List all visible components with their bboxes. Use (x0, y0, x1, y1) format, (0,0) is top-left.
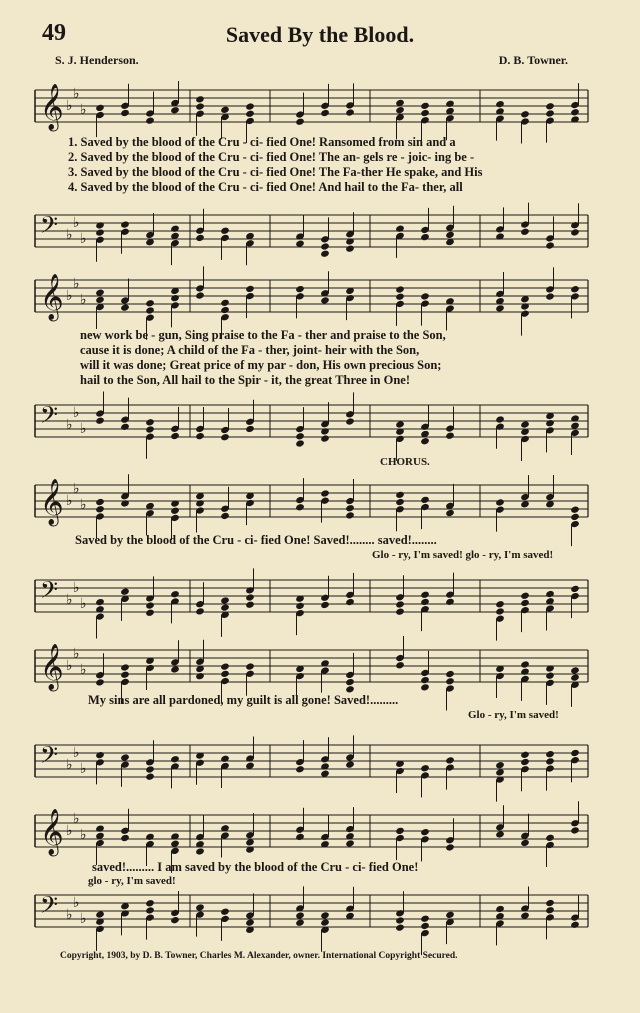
note-head (345, 108, 355, 116)
note-head (420, 109, 430, 117)
note-head (495, 761, 505, 769)
note-head (95, 296, 105, 304)
note-head (420, 598, 430, 606)
note-head (570, 921, 580, 929)
bass-clef-icon: 𝄢 (40, 741, 59, 774)
lyric-line: 1. Saved by the blood of the Cru - ci- fied One! Ransomed from sin and a (68, 135, 456, 149)
note-head (520, 110, 530, 118)
bass-staff (0, 735, 640, 795)
bass-clef-icon: 𝄢 (40, 891, 59, 924)
note-head (295, 118, 305, 126)
note-head (520, 758, 530, 766)
note-head (320, 601, 330, 609)
copyright-notice: Copyright, 1903, by D. B. Towner, Charles M. Alexander, owner. International Copyright Secured. (60, 951, 458, 961)
note-head (570, 585, 580, 593)
note-head (95, 228, 105, 236)
note-head (345, 678, 355, 686)
note-head (220, 908, 230, 916)
note-head (445, 509, 455, 517)
note-head (320, 242, 330, 250)
flat-icon: ♭ (66, 658, 73, 674)
treble-clef-icon: 𝄞 (40, 274, 64, 320)
note-head (395, 420, 405, 428)
note-head (520, 592, 530, 600)
note-head (420, 292, 430, 300)
bass-clef-icon: 𝄢 (40, 401, 59, 434)
note-head (95, 498, 105, 506)
note-head (320, 911, 330, 919)
page-number: 49 (42, 20, 66, 46)
note-head (95, 824, 105, 832)
note-head (220, 306, 230, 314)
note-head (545, 757, 555, 765)
hymn-title: Saved By the Blood. (225, 22, 415, 47)
note-head (495, 498, 505, 506)
flat-icon: ♭ (73, 895, 80, 911)
note-head (495, 905, 505, 913)
note-head (195, 847, 205, 855)
note-head (570, 505, 580, 513)
note-head (420, 496, 430, 504)
note-head (295, 911, 305, 919)
note-head (220, 670, 230, 678)
note-head (145, 899, 155, 907)
note-head (395, 827, 405, 835)
note-head (570, 673, 580, 681)
note-head (420, 676, 430, 684)
note-head (195, 102, 205, 110)
note-head (95, 678, 105, 686)
note-head (395, 491, 405, 499)
note-head (445, 670, 455, 678)
treble-staff (0, 270, 640, 330)
note-head (445, 843, 455, 851)
note-head (220, 512, 230, 520)
note-head (345, 598, 355, 606)
note-head (420, 922, 430, 930)
flat-icon: ♭ (66, 493, 73, 509)
note-head (445, 911, 455, 919)
note-head (545, 419, 555, 427)
note-head (495, 100, 505, 108)
note-head (570, 285, 580, 293)
note-head (320, 489, 330, 497)
flat-icon: ♭ (80, 911, 87, 927)
flat-icon: ♭ (66, 98, 73, 114)
note-head (245, 285, 255, 293)
note-head (295, 919, 305, 927)
note-head (395, 106, 405, 114)
flat-icon: ♭ (80, 421, 87, 437)
note-head (395, 285, 405, 293)
note-head (545, 906, 555, 914)
flat-icon: ♭ (80, 497, 87, 513)
flat-icon: ♭ (80, 231, 87, 247)
treble-staff (0, 805, 640, 865)
author: S. J. Henderson. (55, 53, 139, 67)
note-head (495, 600, 505, 608)
note-head (195, 499, 205, 507)
treble-clef-icon: 𝄞 (40, 84, 64, 130)
bass-clef-icon: 𝄢 (40, 576, 59, 609)
note-head (120, 220, 130, 228)
note-head (545, 102, 555, 110)
note-head (545, 834, 555, 842)
note-head (220, 106, 230, 114)
note-head (520, 839, 530, 847)
note-head (320, 250, 330, 258)
note-head (245, 425, 255, 433)
note-head (95, 751, 105, 759)
bass-staff (0, 885, 640, 945)
note-head (95, 598, 105, 606)
lyric-line: glo - ry, I'm saved! (88, 875, 176, 887)
note-head (220, 433, 230, 441)
note-head (145, 773, 155, 781)
note-head (345, 504, 355, 512)
note-head (145, 116, 155, 124)
note-head (345, 839, 355, 847)
treble-clef-icon: 𝄞 (40, 809, 64, 855)
treble-clef-icon: 𝄞 (40, 479, 64, 525)
bass-clef-icon: 𝄢 (40, 211, 59, 244)
note-head (170, 916, 180, 924)
flat-icon: ♭ (73, 646, 80, 662)
note-head (520, 599, 530, 607)
note-head (195, 291, 205, 299)
note-head (120, 588, 130, 596)
note-head (395, 225, 405, 233)
note-head (145, 418, 155, 426)
note-head (345, 244, 355, 252)
treble-staff (0, 80, 640, 140)
flat-icon: ♭ (73, 86, 80, 102)
bass-staff (0, 570, 640, 630)
flat-icon: ♭ (80, 292, 87, 308)
note-head (295, 765, 305, 773)
flat-icon: ♭ (66, 288, 73, 304)
note-head (145, 609, 155, 617)
note-head (445, 432, 455, 440)
note-head (220, 603, 230, 611)
flat-icon: ♭ (73, 215, 80, 231)
note-head (295, 602, 305, 610)
lyric-line: 3. Saved by the blood of the Cru - ci- fied One! The Fa-ther He spake, and His (68, 165, 483, 179)
flat-icon: ♭ (73, 276, 80, 292)
note-head (295, 432, 305, 440)
note-head (120, 303, 130, 311)
note-head (420, 764, 430, 772)
note-head (170, 755, 180, 763)
note-head (395, 607, 405, 615)
note-head (195, 607, 205, 615)
note-head (345, 417, 355, 425)
note-head (245, 662, 255, 670)
flat-icon: ♭ (73, 405, 80, 421)
note-head (295, 503, 305, 511)
note-head (420, 591, 430, 599)
note-head (570, 228, 580, 236)
flat-icon: ♭ (66, 227, 73, 243)
note-head (120, 663, 130, 671)
note-head (320, 918, 330, 926)
flat-icon: ♭ (80, 596, 87, 612)
note-head (195, 234, 205, 242)
note-head (495, 415, 505, 423)
note-head (245, 601, 255, 609)
note-head (170, 225, 180, 233)
note-head (520, 420, 530, 428)
composer: D. B. Towner. (498, 53, 568, 67)
note-head (295, 833, 305, 841)
note-head (170, 294, 180, 302)
note-head (120, 753, 130, 761)
note-head (445, 598, 455, 606)
note-head (95, 417, 105, 425)
note-head (220, 299, 230, 307)
note-head (220, 755, 230, 763)
note-head (395, 923, 405, 931)
note-head (395, 661, 405, 669)
flat-icon: ♭ (66, 592, 73, 608)
note-head (395, 916, 405, 924)
note-head (420, 915, 430, 923)
note-head (545, 241, 555, 249)
note-head (170, 665, 180, 673)
note-head (170, 590, 180, 598)
flat-icon: ♭ (73, 580, 80, 596)
note-head (145, 601, 155, 609)
note-head (545, 590, 555, 598)
note-head (145, 425, 155, 433)
flat-icon: ♭ (73, 481, 80, 497)
note-head (495, 304, 505, 312)
note-head (145, 299, 155, 307)
note-head (95, 910, 105, 918)
note-head (220, 596, 230, 604)
note-head (520, 751, 530, 759)
note-head (145, 906, 155, 914)
note-head (245, 593, 255, 601)
note-head (220, 662, 230, 670)
note-head (445, 100, 455, 108)
treble-staff (0, 640, 640, 700)
lyric-line: new work be - gun, Sing praise to the Fa - ther and praise to the Son, (80, 328, 446, 342)
flat-icon: ♭ (66, 823, 73, 839)
lyric-line: My sins are all pardoned, my guilt is all gone! Saved!......... (88, 693, 399, 707)
note-head (95, 221, 105, 229)
lyric-line: hail to the Son, All hail to the Spir - it, the great Three in One! (80, 373, 410, 387)
note-head (195, 95, 205, 103)
note-head (570, 666, 580, 674)
flat-icon: ♭ (66, 417, 73, 433)
note-head (420, 233, 430, 241)
bass-staff (0, 205, 640, 265)
note-head (570, 749, 580, 757)
note-head (320, 427, 330, 435)
note-head (570, 826, 580, 834)
lyric-line: 4. Saved by the blood of the Cru - ci- fied One! And hail to the Fa- ther, all (68, 180, 463, 194)
note-head (170, 432, 180, 440)
lyric-line: cause it is done; A child of the Fa - ther, joint- heir with the Son, (80, 343, 420, 357)
lyric-line: 2. Saved by the blood of the Cru - ci- fied One! The an- gels re - joic- ing be - (68, 150, 475, 164)
flat-icon: ♭ (80, 761, 87, 777)
lyric-line: saved!......... I am saved by the blood of the Cru - ci- fied One! (92, 860, 419, 874)
note-head (220, 227, 230, 235)
note-head (345, 511, 355, 519)
bass-staff (0, 395, 640, 455)
note-head (320, 109, 330, 117)
lyric-line: Glo - ry, I'm saved! glo - ry, I'm saved! (372, 549, 554, 561)
note-head (395, 498, 405, 506)
lyric-line: will it was done; Great price of my par - don, His own precious Son; (80, 358, 442, 372)
lyric-line: Saved by the blood of the Cru - ci- fied One! Saved!........ saved!........ (75, 533, 437, 547)
note-head (320, 434, 330, 442)
flat-icon: ♭ (80, 827, 87, 843)
note-head (495, 607, 505, 615)
note-head (170, 507, 180, 515)
note-head (295, 439, 305, 447)
note-head (295, 285, 305, 293)
note-head (245, 918, 255, 926)
flat-icon: ♭ (73, 811, 80, 827)
note-head (145, 306, 155, 314)
note-head (320, 296, 330, 304)
note-head (195, 672, 205, 680)
note-head (445, 677, 455, 685)
note-head (495, 830, 505, 838)
note-head (570, 513, 580, 521)
note-head (420, 437, 430, 445)
note-head (420, 683, 430, 691)
note-head (570, 108, 580, 116)
note-head (545, 750, 555, 758)
note-head (520, 228, 530, 236)
note-head (145, 765, 155, 773)
flat-icon: ♭ (73, 745, 80, 761)
note-head (120, 834, 130, 842)
note-head (120, 671, 130, 679)
flat-icon: ♭ (80, 662, 87, 678)
note-head (120, 109, 130, 117)
chorus-label: CHORUS. (380, 456, 430, 468)
note-head (445, 231, 455, 239)
note-head (245, 102, 255, 110)
note-head (420, 102, 430, 110)
note-head (545, 292, 555, 300)
note-head (95, 104, 105, 112)
note-head (545, 899, 555, 907)
note-head (245, 110, 255, 118)
note-head (195, 432, 205, 440)
note-head (420, 828, 430, 836)
note-head (170, 106, 180, 114)
flat-icon: ♭ (66, 907, 73, 923)
note-head (545, 109, 555, 117)
flat-icon: ♭ (80, 102, 87, 118)
note-head (520, 668, 530, 676)
note-head (395, 600, 405, 608)
note-head (120, 423, 130, 431)
note-head (195, 903, 205, 911)
treble-clef-icon: 𝄞 (40, 644, 64, 690)
lyric-line: Glo - ry, I'm saved! (468, 709, 559, 721)
note-head (520, 660, 530, 668)
note-head (545, 671, 555, 679)
note-head (95, 505, 105, 513)
note-head (395, 293, 405, 301)
note-head (145, 833, 155, 841)
note-head (345, 760, 355, 768)
treble-staff (0, 475, 640, 535)
flat-icon: ♭ (66, 757, 73, 773)
note-head (445, 756, 455, 764)
